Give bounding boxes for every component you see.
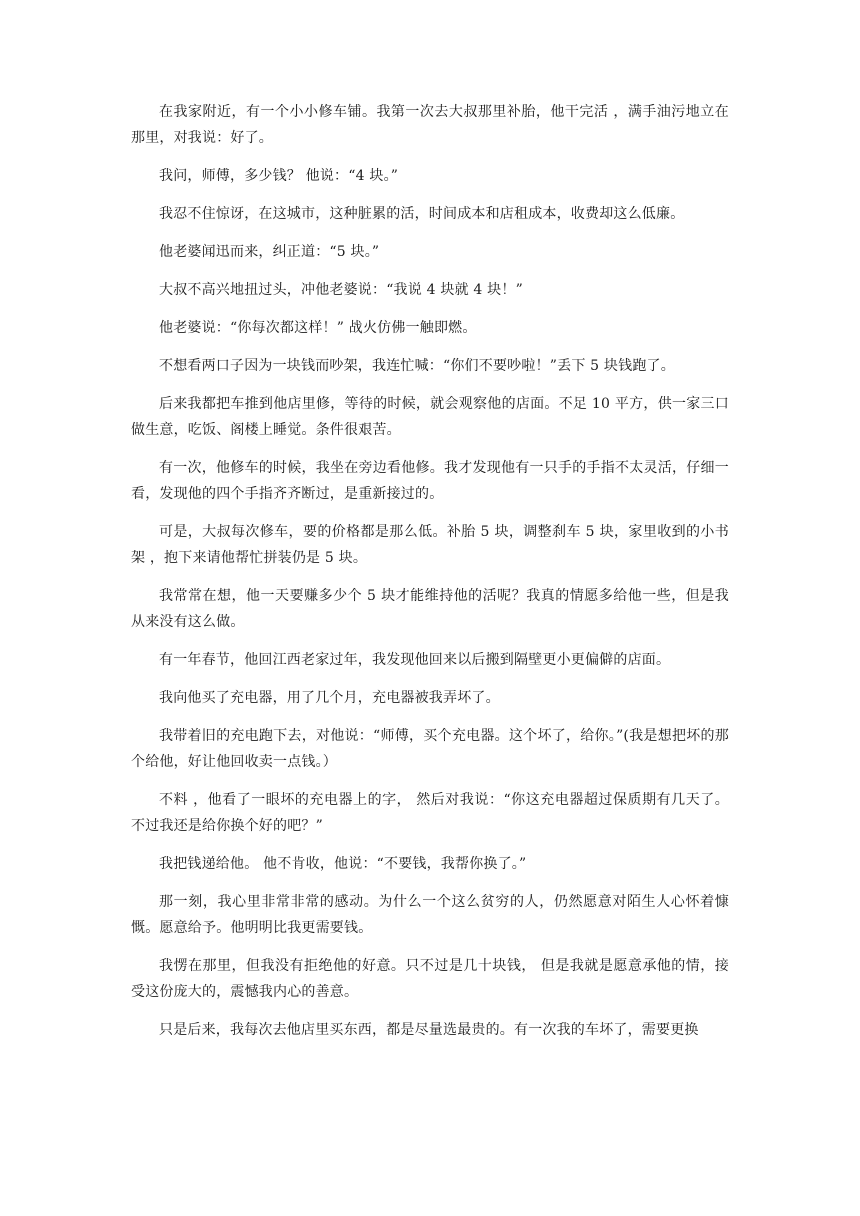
paragraph: 我向他买了充电器，用了几个月，充电器被我弄坏了。	[159, 690, 500, 706]
paragraph: 不想看两口子因为一块钱而吵架，我连忙喊：“你们不要吵啦！”丢下 5 块钱跑了。	[159, 358, 675, 374]
paragraph: 有一年春节，他回江西老家过年，我发现他回来以后搬到隔壁更小更偏僻的店面。	[159, 652, 671, 668]
paragraph: 我忍不住惊讶，在这城市，这种脏累的活，时间成本和店租成本，收费却这么低廉。	[159, 206, 685, 222]
paragraph: 不料 ，他看了一眼坏的充电器上的字， 然后对我说：“你这充电器超过保质期有几天了。不过我还是给你换个好的吧？”	[131, 792, 729, 834]
paragraph: 我问，师傅，多少钱？ 他说：“4 块。”	[159, 168, 399, 184]
paragraph: 只是后来，我每次去他店里买东西，都是尽量选最贵的。有一次我的车坏了，需要更换	[159, 1022, 699, 1038]
paragraph: 我愣在那里，但我没有拒绝他的好意。只不过是几十块钱， 但是我就是愿意承他的情，接受这份庞大的，震憾我内心的善意。	[131, 958, 729, 1000]
paragraph: 他老婆闻迅而来，纠正道：“5 块。”	[159, 244, 380, 260]
paragraph: 有一次，他修车的时候，我坐在旁边看他修。我才发现他有一只手的手指不太灵活，仔细一看，发现他的四个手指齐齐断过，是重新接过的。	[131, 460, 729, 502]
paragraph: 我带着旧的充电跑下去，对他说：“师傅，买个充电器。这个坏了，给你。”(我是想把坏的那个给他，好让他回收卖一点钱。）	[131, 728, 729, 770]
paragraph: 大叔不高兴地扭过头，冲他老婆说：“我说 4 块就 4 块！”	[159, 282, 523, 298]
article-body	[131, 99, 729, 1055]
paragraph: 我常常在想，他一天要赚多少个 5 块才能维持他的活呢？我真的情愿多给他一些，但是我从来没有这么做。	[131, 588, 729, 630]
paragraph: 可是，大叔每次修车，要的价格都是那么低。补胎 5 块，调整刹车 5 块，家里收到的小书架 ，抱下来请他帮忙拼装仍是 5 块。	[131, 524, 729, 566]
paragraph: 我把钱递给他。 他不肯收，他说：“不要钱，我帮你换了。”	[159, 856, 527, 872]
paragraph: 他老婆说：“你每次都这样！” 战火仿佛一触即燃。	[159, 320, 477, 336]
paragraph: 在我家附近，有一个小小修车铺。我第一次去大叔那里补胎，他干完活 ，满手油污地立在那里，对我说：好了。	[131, 104, 729, 146]
paragraph: 后来我都把车推到他店里修，等待的时候，就会观察他的店面。不足 10 平方，供一家三口做生意，吃饭、阁楼上睡觉。条件很艰苦。	[131, 396, 729, 438]
paragraph: 那一刻，我心里非常非常的感动。为什么一个这么贫穷的人，仍然愿意对陌生人心怀着慷慨。愿意给予。他明明比我更需要钱。	[131, 894, 729, 936]
